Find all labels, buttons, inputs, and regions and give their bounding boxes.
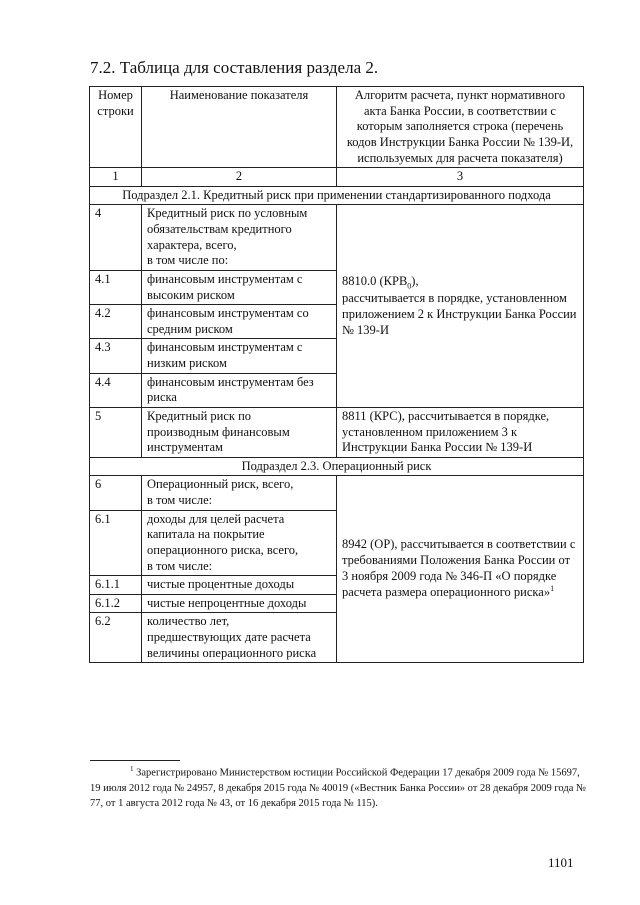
column-number: 2 xyxy=(142,168,337,187)
row-number: 4.1 xyxy=(90,270,142,304)
header-algorithm: Алгоритм расчета, пункт нормативного акта Банка России, в соответствии с которым заполняется строка (перечень кодов Инструкции Банка России № 139-И, используемых для расчета показателя) xyxy=(337,87,584,168)
column-numbers-row xyxy=(90,168,584,187)
row-number: 4.3 xyxy=(90,339,142,373)
row-number: 6.2 xyxy=(90,613,142,663)
footnote-text: Зарегистрировано Министерством юстиции Российской Федерации 17 декабря 2009 года № 15697, 19 июля 2012 года № 24957, 8 декабря 2015 года № 40019 («Вестник Банка России» от 28 декабря 2009 года № 77, от 1 августа 2012 года № 43, от 16 декабря 2015 года № 115). xyxy=(90,767,587,809)
algorithm-text: 8942 (ОР), рассчитывается в соответствии с требованиями Положения Банка России от 3 ноября 2009 года № 346-П «О порядке расчета размера операционного риска» xyxy=(342,537,576,600)
indicator-name: Кредитный риск по условным обязательствам кредитного характера, всего, в том числе по: xyxy=(142,205,337,271)
subsection-row xyxy=(90,186,584,205)
row-number: 6.1.2 xyxy=(90,594,142,613)
algorithm-operational-risk xyxy=(337,476,584,663)
column-number: 3 xyxy=(337,168,584,187)
table-header-row xyxy=(90,87,584,168)
indicator-name: финансовым инструментам с высоким риском xyxy=(142,270,337,304)
footnote-divider xyxy=(90,760,180,761)
footnote-mark: 1 xyxy=(130,765,134,773)
subsection-row xyxy=(90,457,584,476)
page-number: 1101 xyxy=(548,855,574,870)
table-row xyxy=(90,407,584,457)
row-number: 6 xyxy=(90,476,142,510)
subsection-title: Подраздел 2.3. Операционный риск xyxy=(90,457,584,476)
section-heading: 7.2. Таблица для составления раздела 2. xyxy=(90,58,379,77)
indicator-name: Кредитный риск по производным финансовым инструментам xyxy=(142,407,337,457)
indicator-name: финансовым инструментам без риска xyxy=(142,373,337,407)
table-row xyxy=(90,205,584,271)
indicator-name: финансовым инструментам со средним риском xyxy=(142,305,337,339)
indicator-name: финансовым инструментам с низким риском xyxy=(142,339,337,373)
footnote-reference: 1 xyxy=(550,584,555,594)
header-row-number: Номер строки xyxy=(90,87,142,168)
column-number: 1 xyxy=(90,168,142,187)
footnote xyxy=(90,764,590,811)
indicator-name: доходы для целей расчета капитала на покрытие операционного риска, всего, в том числе: xyxy=(142,510,337,576)
table-row xyxy=(90,476,584,510)
algorithm-derivatives: 8811 (КРС), рассчитывается в порядке, установленном приложением 3 к Инструкции Банка России № 139-И xyxy=(337,407,584,457)
row-number: 5 xyxy=(90,407,142,457)
row-number: 4 xyxy=(90,205,142,271)
algorithm-credit-risk xyxy=(337,205,584,408)
subsection-title: Подраздел 2.1. Кредитный риск при применении стандартизированного подхода xyxy=(90,186,584,205)
algorithm-text: ), рассчитывается в порядке, установленном приложением 2 к Инструкции Банка России № 139-И xyxy=(342,273,577,337)
algorithm-code: 8810.0 (КРВ xyxy=(342,273,408,288)
indicator-name: чистые процентные доходы xyxy=(142,576,337,595)
row-number: 6.1.1 xyxy=(90,576,142,595)
algorithm-code-subscript: 0 xyxy=(407,281,412,291)
indicator-name: Операционный риск, всего, в том числе: xyxy=(142,476,337,510)
row-number: 4.2 xyxy=(90,305,142,339)
indicator-name: количество лет, предшествующих дате расчета величины операционного риска xyxy=(142,613,337,663)
row-number: 4.4 xyxy=(90,373,142,407)
header-indicator-name: Наименование показателя xyxy=(142,87,337,168)
row-number: 6.1 xyxy=(90,510,142,576)
indicator-name: чистые непроцентные доходы xyxy=(142,594,337,613)
section2-table xyxy=(89,86,584,663)
